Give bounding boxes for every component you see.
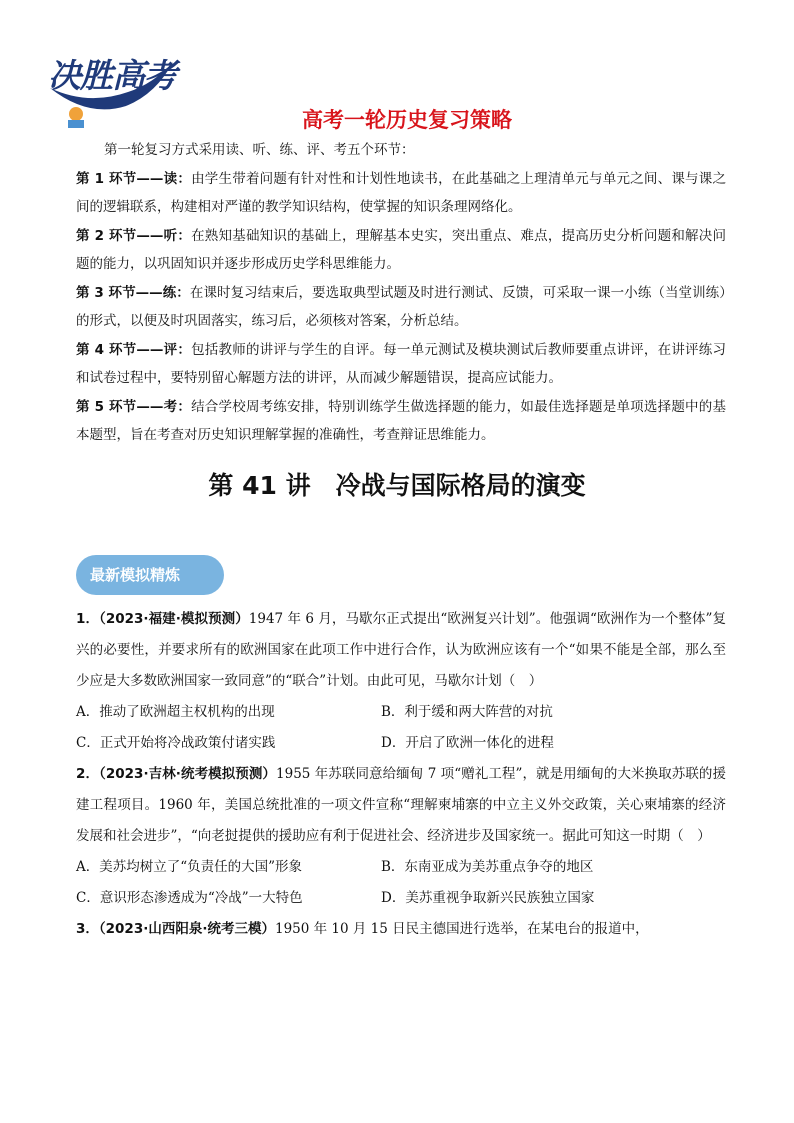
question-stem: 3．（2023·山西阳泉·统考三模）1950 年 10 月 15 日民主德国进行选举，在某电台的报道中， <box>76 921 649 937</box>
option: A．推动了欧洲超主权机构的出现 <box>76 704 275 720</box>
question-list <box>76 604 726 945</box>
question-stem: 2．（2023·吉林·统考模拟预测）1955 年苏联同意给缅甸 7 项“赠礼工程”，就是用缅甸的大米换取苏联的援建工程项目。1960 年，美国总统批准的一项文件宣称“理解柬埔寨的中立主义外交政策，关心柬埔寨的经济发展和社会进步”，“向老挝提供的援助应有利于促进社会、经济进步及国家统一。据此可知这一时期（ ） <box>76 766 726 844</box>
intro-step: 第 5 环节——考：结合学校周考练安排，特别训练学生做选择题的能力，如最佳选择题是单项选择题中的基本题型，旨在考查对历史知识理解掌握的准确性，考查辩证思维能力。 <box>76 398 727 443</box>
question-options <box>76 852 726 914</box>
question-stem: 1．（2023·福建·模拟预测）1947 年 6 月，马歇尔正式提出“欧洲复兴计划”。他强调“欧洲作为一个整体”复兴的必要性，并要求所有的欧洲国家在此项工作中进行合作，认为欧洲应该有一个“如果不能是全部，那么至少应是大多数欧洲国家一致同意”的“联合”计划。由此可见，马歇尔计划（ ） <box>76 611 726 689</box>
intro-step: 第 1 环节——读：由学生带着问题有针对性和计划性地读书，在此基础之上理清单元与单元之间、课与课之间的逻辑联系，构建相对严谨的教学知识结构，使掌握的知识条理网络化。 <box>76 170 727 215</box>
intro-section <box>76 136 726 450</box>
option: C．正式开始将冷战政策付诸实践 <box>76 735 276 751</box>
intro-step: 第 4 环节——评：包括教师的讲评与学生的自评。每一单元测试及模块测试后教师要重点讲评，在讲评练习和试卷过程中，要特别留心解题方法的讲评，从而减少解题错误，提高应试能力。 <box>76 341 727 386</box>
option: B．东南亚成为美苏重点争夺的地区 <box>381 859 594 875</box>
option: B．利于缓和两大阵营的对抗 <box>381 704 553 720</box>
option: D．美苏重视争取新兴民族独立国家 <box>381 890 595 906</box>
section-label-badge: 最新模拟精炼 <box>76 555 224 595</box>
option: A．美苏均树立了“负责任的大国”形象 <box>76 859 303 875</box>
logo-wordmark: 决胜高考 <box>48 56 176 95</box>
intro-lead: 第一轮复习方式采用读、听、练、评、考五个环节： <box>104 142 415 158</box>
intro-step: 第 2 环节——听：在熟知基础知识的基础上，理解基本史实，突出重点、难点，提高历史分析问题和解决问题的能力，以巩固知识并逐步形成历史学科思维能力。 <box>76 227 727 272</box>
option: D．开启了欧洲一体化的进程 <box>381 735 554 751</box>
page-title: 高考一轮历史复习策略 <box>302 108 512 132</box>
option: C．意识形态渗透成为“冷战”一大特色 <box>76 890 303 906</box>
intro-step: 第 3 环节——练：在课时复习结束后，要选取典型试题及时进行测试、反馈，可采取一课一小练（当堂训练）的形式，以便及时巩固落实，练习后，必须核对答案，分析总结。 <box>76 284 727 329</box>
question-options <box>76 697 726 759</box>
lecture-title: 第 41 讲 冷战与国际格局的演变 <box>208 471 586 500</box>
